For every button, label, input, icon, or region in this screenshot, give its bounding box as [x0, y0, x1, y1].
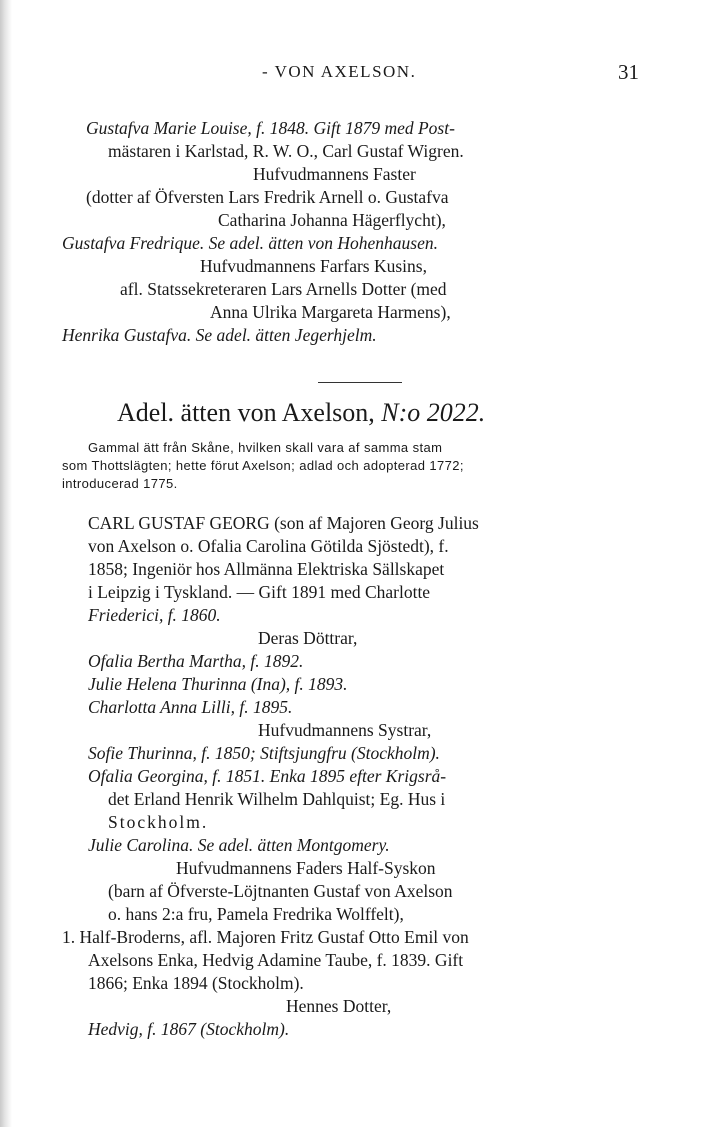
text-line: von Axelson o. Ofalia Carolina Götilda Sjöstedt), f. — [88, 536, 449, 556]
text-line: Deras Döttrar, — [258, 628, 358, 648]
text-line: det Erland Henrik Wilhelm Dahlquist; Eg. Hus i — [108, 789, 446, 809]
intro-line: Gammal ätt från Skåne, hvilken skall vara af samma stam — [88, 440, 443, 455]
text-line: Hufvudmannens Faster — [253, 164, 416, 184]
family-title — [117, 397, 485, 429]
text-line: Hedvig, f. 1867 (Stockholm). — [88, 1019, 290, 1039]
text-line: Hufvudmannens Farfars Kusins, — [200, 256, 427, 276]
intro-line: som Thottslägten; hette förut Axelson; adlad och adopterad 1772; — [62, 458, 464, 473]
text-line: mästaren i Karlstad, R. W. O., Carl Gustaf Wigren. — [108, 141, 464, 161]
text-line: Anna Ulrika Margareta Harmens), — [210, 302, 451, 322]
family-number: N:o 2022. — [381, 398, 486, 427]
text-line: Sofie Thurinna, f. 1850; Stiftsjungfru (Stockholm). — [88, 743, 440, 763]
text-line: Julie Carolina. Se adel. ätten Montgomery. — [88, 835, 390, 855]
text-line: afl. Statssekreteraren Lars Arnells Dotter (med — [120, 279, 447, 299]
text-line: Axelsons Enka, Hedvig Adamine Taube, f. 1839. Gift — [88, 950, 464, 970]
text-line: Stockholm. — [108, 812, 209, 832]
page-edge-shadow — [0, 0, 12, 1127]
text-line: Gustafva Marie Louise, f. 1848. Gift 1879 med Post- — [86, 118, 455, 138]
text-line: CARL GUSTAF GEORG (son af Majoren Georg Julius — [88, 513, 479, 533]
intro-line: introducerad 1775. — [62, 476, 178, 491]
page-number: 31 — [618, 60, 639, 84]
text-line: Ofalia Georgina, f. 1851. Enka 1895 efter Krigsrå- — [88, 766, 447, 786]
text-line: o. hans 2:a fru, Pamela Fredrika Wolffelt), — [108, 904, 404, 924]
section-divider — [318, 382, 402, 383]
text-line: (dotter af Öfversten Lars Fredrik Arnell o. Gustafva — [86, 187, 449, 207]
text-line: Hufvudmannens Faders Half-Syskon — [176, 858, 436, 878]
text-line: Henrika Gustafva. Se adel. ätten Jegerhjelm. — [62, 325, 377, 345]
text-line: Ofalia Bertha Martha, f. 1892. — [88, 651, 304, 671]
running-header: - VON AXELSON. — [262, 62, 417, 81]
family-title-text: Adel. ätten von Axelson, — [117, 398, 375, 427]
text-line: Charlotta Anna Lilli, f. 1895. — [88, 697, 293, 717]
text-line: Hennes Dotter, — [286, 996, 392, 1016]
text-line: Friederici, f. 1860. — [88, 605, 221, 625]
text-line: Julie Helena Thurinna (Ina), f. 1893. — [88, 674, 348, 694]
text-line: (barn af Öfverste-Löjtnanten Gustaf von Axelson — [108, 881, 453, 901]
text-line: Hufvudmannens Systrar, — [258, 720, 432, 740]
text-line: Gustafva Fredrique. Se adel. ätten von Hohenhausen. — [62, 233, 439, 253]
text-line: 1866; Enka 1894 (Stockholm). — [88, 973, 304, 993]
text-line: i Leipzig i Tyskland. — Gift 1891 med Charlotte — [88, 582, 431, 602]
text-line: 1. Half-Broderns, afl. Majoren Fritz Gustaf Otto Emil von — [62, 927, 469, 947]
text-line: 1858; Ingeniör hos Allmänna Elektriska Sällskapet — [88, 559, 445, 579]
text-line: Catharina Johanna Hägerflycht), — [218, 210, 446, 230]
